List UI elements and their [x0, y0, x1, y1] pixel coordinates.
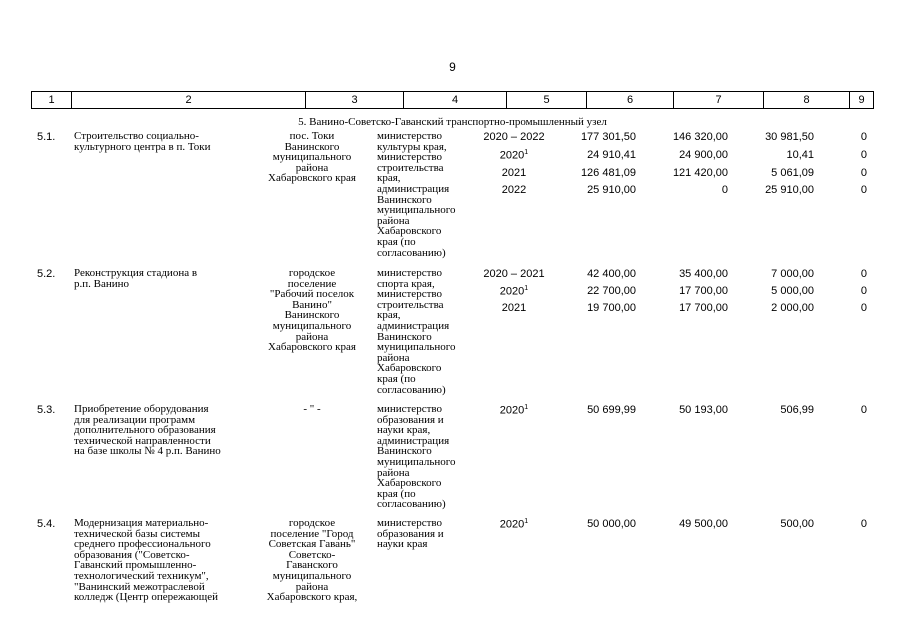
column-header-5: 5 — [507, 92, 587, 109]
location-line: городское — [288, 267, 336, 279]
location-line: муниципального — [272, 569, 352, 582]
financing-col-9: 0 — [860, 268, 867, 280]
row-location — [255, 268, 369, 353]
location-line: "Рабочий поселок — [269, 288, 355, 301]
object-name-line: технической направленности — [74, 434, 211, 447]
executor-line: муниципального — [377, 204, 456, 217]
executor-line: муниципального — [377, 455, 456, 468]
column-header-8: 8 — [764, 92, 850, 109]
executor-line: согласованию) — [377, 383, 446, 396]
financing-col-8: 5 000,00 — [771, 285, 814, 297]
financing-col-7: 17 700,00 — [679, 302, 728, 314]
financing-total: 126 481,09 — [580, 167, 636, 179]
financing-col-8: 2 000,00 — [771, 302, 814, 314]
executor-line: края (по — [377, 235, 416, 248]
location-line: муниципального — [272, 151, 352, 164]
executor-line: строительства — [377, 298, 444, 311]
financing-col-9: 0 — [860, 285, 867, 297]
financing-col-7: 146 320,00 — [672, 131, 728, 143]
location-line: Ванинского — [284, 309, 340, 322]
executor-line: министерство — [377, 517, 443, 529]
financing-year: 2020$^1$ — [499, 149, 529, 162]
object-name-line: Приобретение оборудования — [74, 403, 209, 415]
row-number: 5.4. — [37, 518, 56, 530]
financing-year: 2022 — [501, 184, 527, 196]
location-line: Советско- — [288, 548, 336, 561]
column-header-4: 4 — [404, 92, 507, 109]
financing-col-9: 0 — [860, 302, 867, 314]
financing-col-8: 10,41 — [786, 149, 814, 161]
object-name-line: Реконструкция стадиона в — [74, 267, 198, 279]
row-location — [255, 518, 369, 603]
object-name-line: культурного центра в п. Токи — [74, 140, 211, 153]
row-number: 5.3. — [37, 404, 56, 416]
financing-col-7: 35 400,00 — [679, 268, 728, 280]
financing-col-8: 7 000,00 — [771, 268, 814, 280]
executor-line: образования и — [377, 413, 444, 426]
executor-line: культуры края, — [377, 140, 447, 153]
executor-line: Ванинского — [377, 445, 432, 458]
executor-line: края (по — [377, 487, 416, 500]
executor-line: министерство — [377, 403, 443, 415]
financing-col-7: 49 500,00 — [679, 518, 728, 530]
row-number: 5.1. — [37, 131, 56, 143]
location-line: Хабаровского края — [268, 172, 356, 185]
executor-line: строительства — [377, 161, 444, 174]
column-header-6: 6 — [587, 92, 674, 109]
executor-line: Хабаровского — [377, 477, 442, 490]
executor-line: Хабаровского — [377, 362, 442, 375]
footnote-mark: 1 — [524, 285, 529, 292]
column-header-9: 9 — [850, 92, 874, 109]
location-line: Хабаровского края — [268, 341, 356, 354]
row-object-name — [74, 518, 254, 603]
row-executor — [377, 268, 475, 395]
row-executor — [377, 131, 475, 258]
financing-col-7: 121 420,00 — [672, 167, 728, 179]
executor-line: министерство — [377, 130, 443, 142]
object-name-line: образования ("Советско- — [74, 548, 190, 561]
executor-line: министерство — [377, 267, 443, 279]
financing-year: 2020 – 2022 — [483, 131, 545, 143]
executor-line: согласованию) — [377, 246, 446, 259]
financing-col-9: 0 — [860, 131, 867, 143]
financing-year: 2020$^1$ — [499, 404, 529, 417]
executor-line: администрация — [377, 434, 450, 447]
financing-total: 25 910,00 — [587, 184, 636, 196]
column-header-7: 7 — [674, 92, 764, 109]
object-name-line: р.п. Ванино — [74, 277, 130, 290]
financing-col-9: 0 — [860, 184, 867, 196]
column-header-table — [31, 91, 874, 109]
financing-total: 22 700,00 — [587, 285, 636, 297]
financing-year: 2021 — [501, 167, 527, 179]
financing-year: 2020 – 2021 — [483, 268, 545, 280]
location-line: района — [295, 580, 329, 593]
location-line: района — [295, 330, 329, 343]
object-name-line: колледж (Центр опережающей — [74, 591, 218, 604]
column-header-1: 1 — [32, 92, 72, 109]
financing-col-7: 24 900,00 — [679, 149, 728, 161]
financing-total: 177 301,50 — [580, 131, 636, 143]
financing-total: 24 910,41 — [587, 149, 636, 161]
object-name-line: "Ванинский межотраслевой — [74, 580, 205, 593]
column-header-row — [32, 92, 874, 109]
executor-line: образования и — [377, 527, 444, 540]
object-name-line: для реализации программ — [74, 413, 196, 426]
object-name-line: Строительство социально- — [74, 130, 199, 142]
object-name-line: технической базы системы — [74, 527, 200, 540]
executor-line: района — [377, 214, 410, 227]
financing-col-8: 25 910,00 — [765, 184, 814, 196]
executor-line: администрация — [377, 319, 450, 332]
row-executor — [377, 518, 475, 550]
executor-line: района — [377, 351, 410, 364]
row-object-name — [74, 404, 254, 457]
section-title: 5. Ванино-Советско-Гаванский транспортно-промышленный узел — [298, 116, 607, 128]
financing-total: 50 699,99 — [587, 404, 636, 416]
row-object-name — [74, 268, 254, 289]
executor-line: науки края — [377, 538, 428, 551]
financing-col-7: 0 — [721, 184, 728, 196]
financing-col-7: 50 193,00 — [679, 404, 728, 416]
location-line: муниципального — [272, 319, 352, 332]
object-name-line: Модернизация материально- — [74, 517, 209, 529]
executor-line: спорта края, — [377, 277, 435, 290]
financing-col-8: 5 061,09 — [771, 167, 814, 179]
row-executor — [377, 404, 475, 510]
executor-line: Ванинского — [377, 193, 432, 206]
footnote-mark: 1 — [524, 518, 529, 525]
executor-line: согласованию) — [377, 498, 446, 511]
financing-col-8: 506,99 — [780, 404, 814, 416]
location-line: Гаванского — [286, 559, 338, 572]
object-name-line: на базе школы № 4 р.п. Ванино — [74, 445, 221, 458]
location-line: Ванинского — [284, 140, 340, 153]
location-line: района — [295, 161, 329, 174]
executor-line: науки края, — [377, 424, 431, 437]
executor-line: Хабаровского — [377, 225, 442, 238]
location-line: поселение — [287, 277, 337, 290]
executor-line: администрация — [377, 182, 450, 195]
location-line: пос. Токи — [289, 130, 335, 142]
row-location — [255, 404, 369, 415]
financing-col-8: 500,00 — [780, 518, 814, 530]
location-line: поселение "Город — [270, 527, 354, 540]
page-number: 9 — [449, 60, 456, 74]
executor-line: края, — [377, 309, 401, 322]
object-name-line: Гаванский промышленно- — [74, 559, 197, 572]
object-name-line: среднего профессионального — [74, 538, 211, 551]
footnote-mark: 1 — [524, 149, 529, 156]
financing-year: 2020$^1$ — [499, 518, 529, 531]
footnote-mark: 1 — [524, 404, 529, 411]
executor-line: муниципального — [377, 341, 456, 354]
financing-year: 2020$^1$ — [499, 285, 529, 298]
executor-line: района — [377, 466, 410, 479]
column-header-2: 2 — [72, 92, 306, 109]
executor-line: края (по — [377, 372, 416, 385]
row-object-name — [74, 131, 254, 152]
executor-line: министерство — [377, 288, 443, 301]
executor-line: края, — [377, 172, 401, 185]
financing-col-8: 30 981,50 — [765, 131, 814, 143]
column-header-3: 3 — [306, 92, 404, 109]
row-location — [255, 131, 369, 184]
financing-col-9: 0 — [860, 167, 867, 179]
location-line: - " - — [303, 403, 321, 415]
executor-line: министерство — [377, 151, 443, 164]
financing-col-7: 17 700,00 — [679, 285, 728, 297]
financing-col-9: 0 — [860, 404, 867, 416]
location-line: Хабаровского края, — [266, 591, 358, 604]
location-line: Ванино" — [292, 298, 332, 311]
object-name-line: дополнительного образования — [74, 424, 216, 437]
financing-col-9: 0 — [860, 518, 867, 530]
location-line: Советская Гавань" — [268, 538, 356, 551]
financing-year: 2021 — [501, 302, 527, 314]
row-number: 5.2. — [37, 268, 56, 280]
financing-total: 42 400,00 — [587, 268, 636, 280]
object-name-line: технологический техникум", — [74, 569, 209, 582]
financing-total: 19 700,00 — [587, 302, 636, 314]
financing-total: 50 000,00 — [587, 518, 636, 530]
executor-line: Ванинского — [377, 330, 432, 343]
location-line: городское — [288, 517, 336, 529]
financing-col-9: 0 — [860, 149, 867, 161]
